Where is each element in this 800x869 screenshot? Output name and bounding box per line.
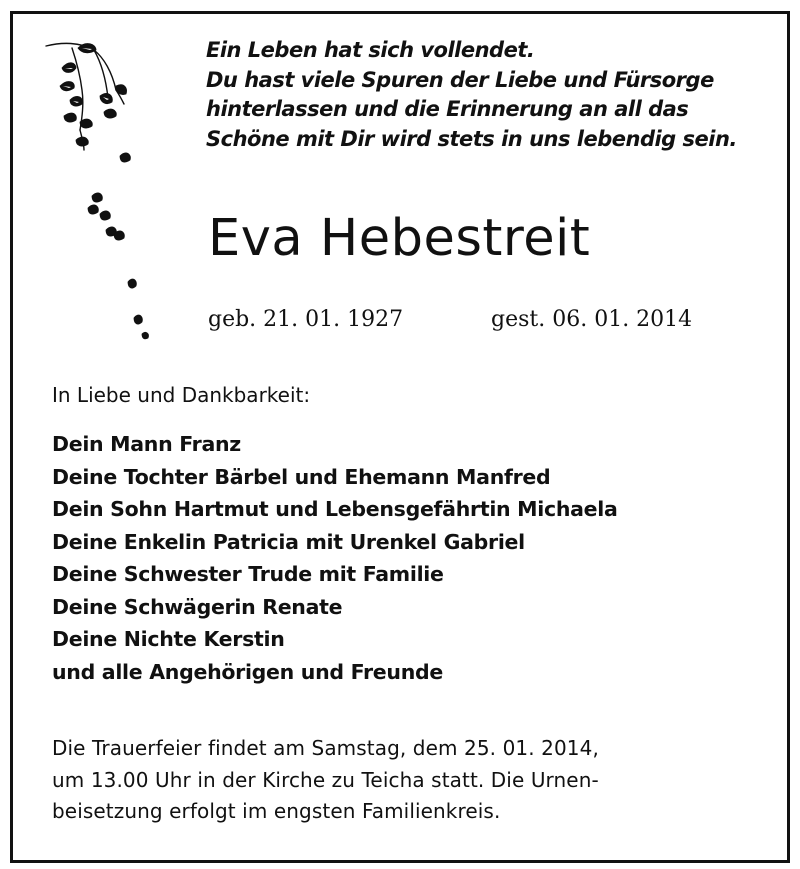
mourner-line: Deine Enkelin Patricia mit Urenkel Gabriel — [52, 529, 525, 554]
mourner-line: Deine Schwägerin Renate — [52, 594, 343, 619]
mourners-intro: In Liebe und Dankbarkeit: — [52, 383, 311, 407]
funeral-notice — [52, 733, 772, 828]
funeral-line: um 13.00 Uhr in der Kirche zu Teicha statt. Die Urnen- — [52, 767, 599, 792]
quote-line: Schöne mit Dir wird stets in uns lebendig sein. — [206, 126, 737, 151]
memorial-quote — [206, 36, 766, 154]
mourner-line: Dein Mann Franz — [52, 432, 241, 456]
funeral-line: beisetzung erfolgt im engsten Familienkreis. — [52, 799, 501, 823]
mourner-line: Deine Schwester Trude mit Familie — [52, 562, 444, 586]
death-date: gest. 06. 01. 2014 — [491, 307, 693, 332]
mourner-line: Dein Sohn Hartmut und Lebensgefährtin Michaela — [52, 497, 618, 521]
deceased-name: Eva Hebestreit — [208, 209, 591, 268]
quote-line: hinterlassen und die Erinnerung an all das — [206, 97, 689, 121]
quote-line: Du hast viele Spuren der Liebe und Fürsorge — [206, 67, 714, 92]
mourner-line: Deine Nichte Kerstin — [52, 627, 285, 651]
funeral-line: Die Trauerfeier findet am Samstag, dem 25. 01. 2014, — [52, 736, 599, 760]
quote-line: Ein Leben hat sich vollendet. — [206, 38, 535, 62]
mourners-list — [52, 428, 618, 688]
mourner-line: Deine Tochter Bärbel und Ehemann Manfred — [52, 464, 551, 489]
birth-date: geb. 21. 01. 1927 — [208, 307, 404, 332]
leaf-branch-icon — [42, 38, 162, 348]
mourner-line: und alle Angehörigen und Freunde — [52, 659, 443, 684]
